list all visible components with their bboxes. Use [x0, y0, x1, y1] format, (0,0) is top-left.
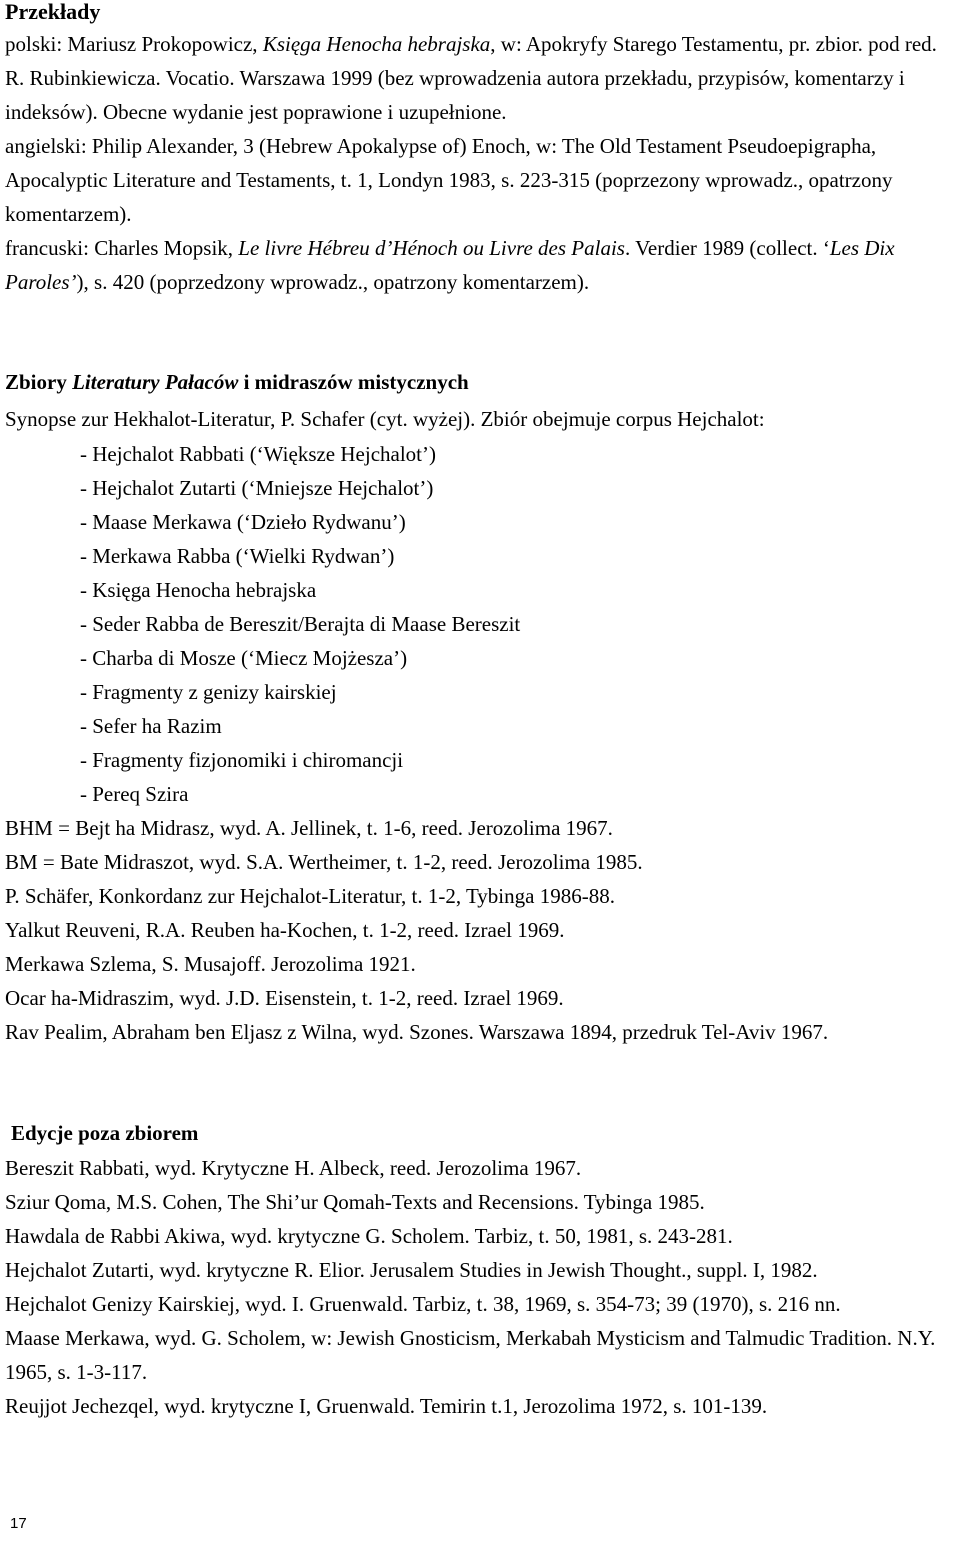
- list-item: - Sefer ha Razim: [80, 714, 222, 738]
- edition-entry: Ocar ha-Midraszim, wyd. J.D. Eisenstein, t. 1-2, reed. Izrael 1969.: [5, 986, 564, 1010]
- list-item: - Charba di Mosze (‘Miecz Mojżesza’): [80, 646, 408, 670]
- list-item: - Merkawa Rabba (‘Wielki Rydwan’): [80, 544, 395, 568]
- list-item: - Księga Henocha hebrajska: [80, 578, 317, 602]
- edition-entry: BM = Bate Midraszot, wyd. S.A. Wertheimer, t. 1-2, reed. Jerozolima 1985.: [5, 850, 643, 874]
- title-ksiega-henocha: Księga Henocha hebrajska: [262, 32, 491, 56]
- list-item: - Fragmenty z genizy kairskiej: [80, 680, 337, 704]
- synopse-line: Synopse zur Hekhalot-Literatur, P. Schafer (cyt. wyżej). Zbiór obejmuje corpus Hejchalot:: [5, 407, 765, 431]
- edition-entry: P. Schäfer, Konkordanz zur Hejchalot-Literatur, t. 1-2, Tybinga 1986-88.: [5, 884, 615, 908]
- translations-section: [5, 27, 957, 299]
- edition-entry: Hejchalot Genizy Kairskiej, wyd. I. Gruenwald. Tarbiz, t. 38, 1969, s. 354-73; 39 (1970), s. 216 nn.: [5, 1292, 841, 1316]
- title-livre-henoch: Le livre Hébreu d’Hénoch ou Livre des Palais: [238, 236, 625, 260]
- outside-editions-list: [5, 1151, 957, 1423]
- page-number: 17: [10, 1515, 27, 1532]
- list-item: - Seder Rabba de Bereszit/Berajta di Maase Bereszit: [80, 612, 521, 636]
- collection-title: Les Dix Paroles’: [5, 236, 895, 294]
- edition-entry: Merkawa Szlema, S. Musajoff. Jerozolima 1921.: [5, 952, 416, 976]
- edition-entry: Hawdala de Rabbi Akiwa, wyd. krytyczne G. Scholem. Tarbiz, t. 50, 1981, s. 243-281.: [5, 1224, 733, 1248]
- translation-english: angielski: Philip Alexander, 3 (Hebrew Apokalypse of) Enoch, w: The Old Testament Pseudoepigrapha, Apocalyptic Literature and Testaments, t. 1, Londyn 1983, s. 223-315 (poprzezony wprowadz., opatrzony komentarzem).: [5, 134, 893, 226]
- list-item: - Hejchalot Zutarti (‘Mniejsze Hejchalot’): [80, 476, 434, 500]
- heading-zbiory: Zbiory Literatury Pałaców i midraszów mistycznych: [5, 370, 469, 394]
- heading-przeklady: Przekłady: [5, 0, 101, 24]
- edition-entry: Rav Pealim, Abraham ben Eljasz z Wilna, wyd. Szones. Warszawa 1894, przedruk Tel-Aviv 1967.: [5, 1020, 829, 1044]
- editions-list: [5, 811, 957, 1049]
- list-item: - Hejchalot Rabbati (‘Większe Hejchalot’): [80, 442, 436, 466]
- corpus-list: [80, 437, 520, 811]
- edition-entry: Hejchalot Zutarti, wyd. krytyczne R. Elior. Jerusalem Studies in Jewish Thought., suppl. I, 1982.: [5, 1258, 818, 1282]
- heading-edycje: Edycje poza zbiorem: [11, 1121, 199, 1145]
- list-item: - Fragmenty fizjonomiki i chiromancji: [80, 748, 404, 772]
- edition-entry: Bereszit Rabbati, wyd. Krytyczne H. Albeck, reed. Jerozolima 1967.: [5, 1156, 582, 1180]
- translation-polish: polski: Mariusz Prokopowicz, Księga Henocha hebrajska, w: Apokryfy Starego Testamentu, pr. zbior. pod red. R. Rubinkiewicza. Vocatio. Warszawa 1999 (bez wprowadzenia autora przekładu, przypisów, komentarzy i indeksów). Obecne wydanie jest poprawione i uzupełnione.: [5, 32, 937, 124]
- edition-entry: Maase Merkawa, wyd. G. Scholem, w: Jewish Gnosticism, Merkabah Mysticism and Talmudic Tradition. N.Y. 1965, s. 1-3-117.: [5, 1326, 936, 1384]
- edition-entry: Sziur Qoma, M.S. Cohen, The Shi’ur Qomah-Texts and Recensions. Tybinga 1985.: [5, 1190, 705, 1214]
- edition-entry: BHM = Bejt ha Midrasz, wyd. A. Jellinek, t. 1-6, reed. Jerozolima 1967.: [5, 816, 613, 840]
- list-item: - Maase Merkawa (‘Dzieło Rydwanu’): [80, 510, 406, 534]
- edition-entry: Reujjot Jechezqel, wyd. krytyczne I, Gruenwald. Temirin t.1, Jerozolima 1972, s. 101-139.: [5, 1394, 768, 1418]
- list-item: - Pereq Szira: [80, 782, 189, 806]
- translation-french: francuski: Charles Mopsik, Le livre Hébreu d’Hénoch ou Livre des Palais. Verdier 1989 (collect. ‘Les Dix Paroles’), s. 420 (poprzedzony wprowadz., opatrzony komentarzem).: [5, 236, 895, 294]
- edition-entry: Yalkut Reuveni, R.A. Reuben ha-Kochen, t. 1-2, reed. Izrael 1969.: [5, 918, 565, 942]
